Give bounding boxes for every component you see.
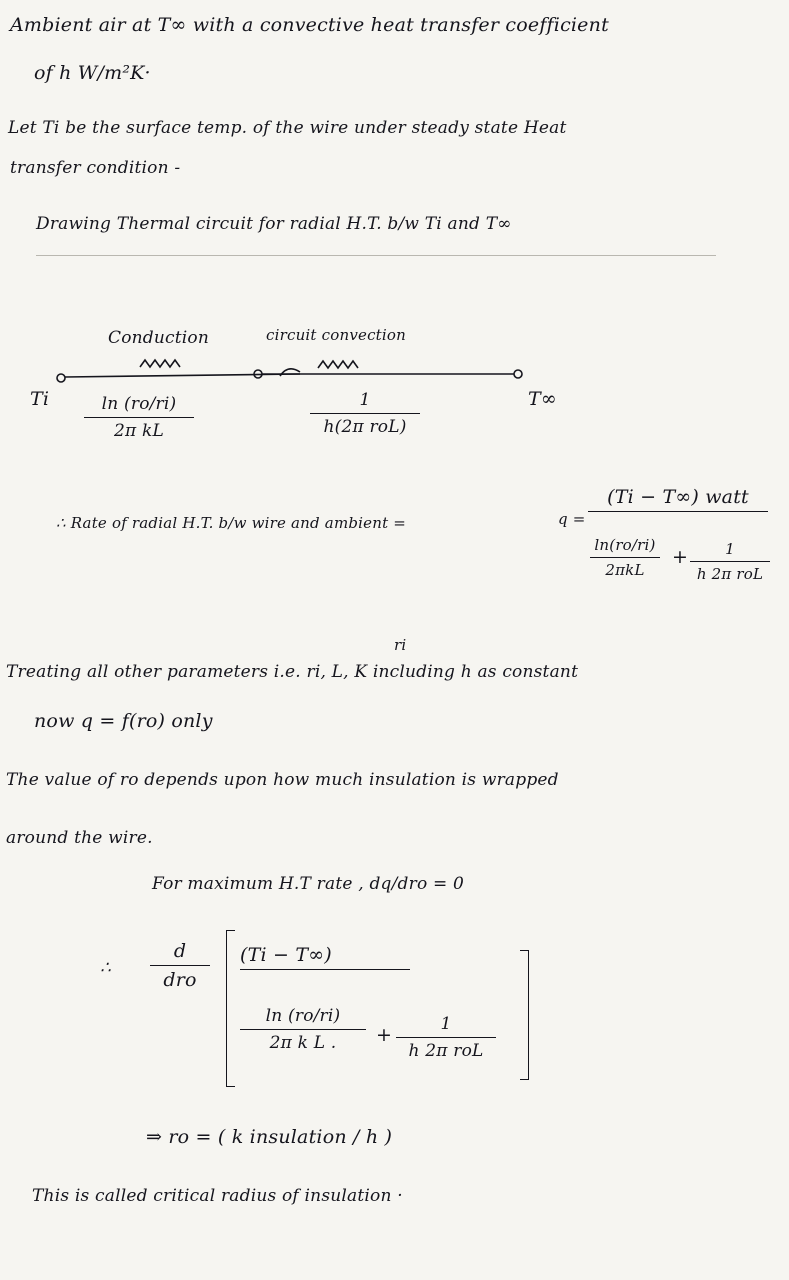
max-condition: For maximum H.T rate , dq/dro = 0	[152, 874, 465, 894]
intro-line-2: of h W/m²K·	[34, 62, 151, 84]
conduction-resistance-num: ln (ro/ri)	[101, 394, 177, 414]
conduction-resistance-den: 2π kL	[114, 421, 164, 441]
rate-formula	[588, 486, 768, 515]
derivative-d: d	[173, 940, 187, 962]
rate-den-b-num: 1	[725, 540, 735, 558]
derivative-den-a-num: ln (ro/ri)	[265, 1006, 341, 1026]
circuit-node-tinf: T∞	[528, 388, 557, 410]
final-statement: This is called critical radius of insulation ·	[32, 1186, 403, 1206]
rate-den-b-den: h 2π roL	[696, 565, 764, 583]
critical-radius-result: ⇒ ro = ( k insulation / h )	[146, 1126, 393, 1148]
rate-den-b	[690, 540, 770, 583]
circuit-heading: Drawing Thermal circuit for radial H.T. b/w Ti and T∞	[36, 214, 512, 234]
derivative-den-b-den: h 2π roL	[408, 1041, 484, 1061]
rate-q-label: q =	[558, 510, 586, 528]
conduction-resistance	[84, 394, 194, 441]
circuit-label-conduction: Conduction	[108, 328, 209, 348]
derivative-den-b	[396, 1014, 496, 1061]
rate-numerator: (Ti − T∞) watt	[607, 486, 749, 508]
rate-den-a-den: 2πkL	[605, 561, 645, 579]
derivative-operator	[150, 940, 210, 991]
intro-line-1: Ambient air at T∞ with a convective heat transfer coefficient	[10, 14, 609, 36]
left-bracket	[226, 930, 235, 1087]
rate-den-a	[590, 536, 660, 579]
rate-plus: +	[672, 546, 689, 568]
now-line: now q = f(ro) only	[34, 710, 213, 732]
therefore-dots: ∴	[100, 958, 112, 978]
convection-resistance	[310, 390, 420, 437]
intro-line-4: transfer condition -	[10, 158, 181, 178]
circuit-label-convection: circuit convection	[266, 326, 406, 344]
convection-resistance-num: 1	[359, 390, 371, 410]
treat-line: Treating all other parameters i.e. ri, L, K including h as constant	[6, 662, 579, 682]
derivative-numerator	[240, 944, 410, 973]
derivative-den-b-num: 1	[440, 1014, 452, 1034]
derivative-den-a	[240, 1006, 366, 1053]
rate-den-a-num: ln(ro/ri)	[594, 536, 656, 554]
circuit-node-ti: Ti	[30, 388, 50, 410]
value-line-1: The value of ro depends upon how much insulation is wrapped	[6, 770, 559, 790]
right-bracket	[520, 950, 529, 1080]
intro-line-3: Let Ti be the surface temp. of the wire under steady state Heat	[8, 118, 567, 138]
derivative-plus: +	[376, 1024, 393, 1046]
treat-superscript: ri	[394, 636, 407, 654]
value-line-2: around the wire.	[6, 828, 153, 848]
derivative-dro: dro	[163, 969, 197, 991]
derivative-den-a-den: 2π k L .	[269, 1033, 337, 1053]
derivative-numerator-text: (Ti − T∞)	[240, 944, 332, 966]
rate-prefix: ∴ Rate of radial H.T. b/w wire and ambient =	[56, 514, 407, 532]
convection-resistance-den: h(2π roL)	[323, 417, 407, 437]
